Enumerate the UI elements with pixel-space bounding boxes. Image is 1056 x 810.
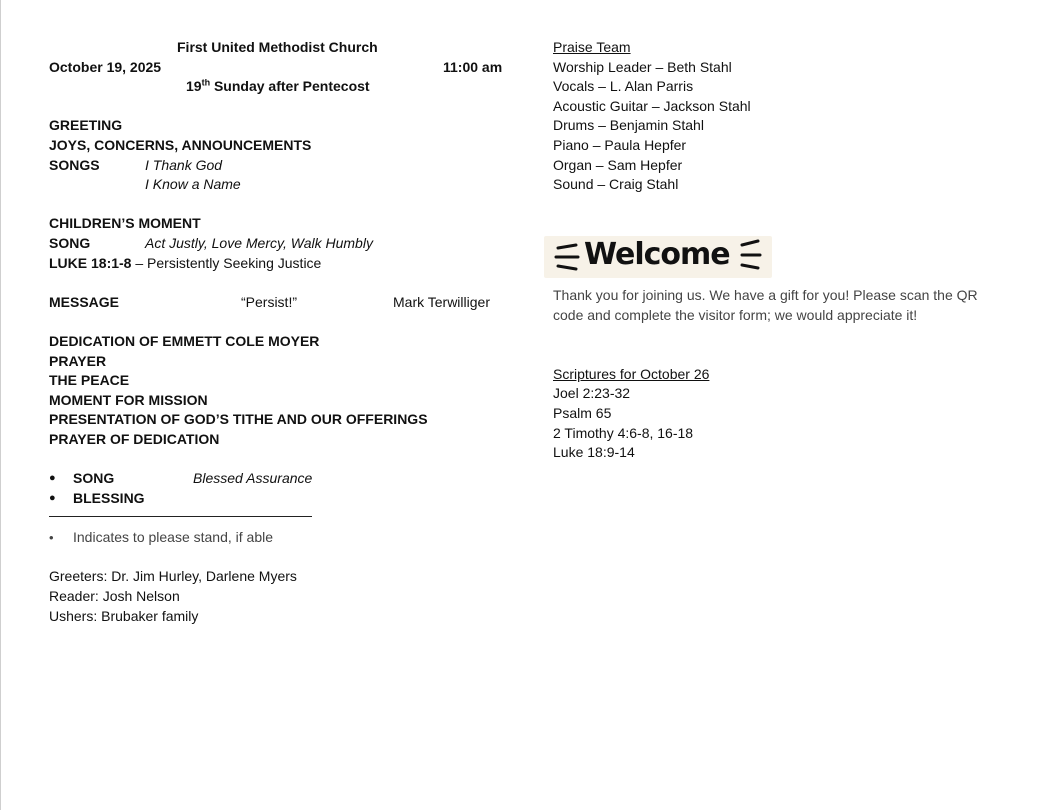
childrens-moment-item: CHILDREN’S MOMENT	[49, 215, 201, 232]
praise-team-member: Sound – Craig Stahl	[553, 176, 679, 193]
stand-bullet-icon: ●	[49, 491, 56, 504]
praise-team-member: Vocals – L. Alan Parris	[553, 78, 694, 95]
closing-song-title: Blessed Assurance	[193, 470, 313, 487]
welcome-logo-text: Welcome	[584, 237, 730, 273]
joys-item: JOYS, CONCERNS, ANNOUNCEMENTS	[49, 136, 312, 153]
stand-note	[49, 528, 519, 548]
songs-item-2	[49, 175, 519, 195]
scriptures-heading: Scriptures for October 26	[553, 365, 710, 382]
prayer-dedication-item: PRAYER OF DEDICATION	[49, 430, 220, 447]
ushers-line: Ushers: Brubaker family	[49, 607, 199, 624]
praise-team-member: Worship Leader – Beth Stahl	[553, 58, 732, 75]
mission-item: MOMENT FOR MISSION	[49, 391, 208, 408]
service-time: 11:00 am	[443, 58, 503, 75]
welcome-message: Thank you for joining us. We have a gift for you! Please scan the QR code and complete the visitor form; we would appreciate it!	[553, 287, 978, 323]
welcome-banner	[544, 236, 772, 278]
stand-bullet-icon: ●	[49, 472, 56, 485]
sunday-rest: Sunday after Pentecost	[210, 78, 370, 95]
greeters-line: Greeters: Dr. Jim Hurley, Darlene Myers	[49, 568, 297, 585]
prayer-item: PRAYER	[49, 352, 107, 369]
luke-subtitle: – Persistently Seeking Justice	[131, 254, 322, 271]
praise-team-member: Organ – Sam Hepfer	[553, 156, 683, 173]
order-of-worship	[49, 38, 519, 626]
sunday-suffix: th	[201, 77, 211, 88]
message-title: “Persist!”	[241, 293, 297, 310]
song-title-3: Act Justly, Love Mercy, Walk Humbly	[145, 234, 373, 251]
praise-team-heading: Praise Team	[553, 39, 631, 55]
songs-label: SONGS	[49, 156, 100, 173]
scripture-item: Joel 2:23-32	[553, 385, 631, 402]
scripture-reading-item	[49, 254, 519, 274]
praise-team-member: Piano – Paula Hepfer	[553, 136, 687, 153]
scripture-item: Luke 18:9-14	[553, 444, 635, 461]
scripture-item: 2 Timothy 4:6-8, 16-18	[553, 424, 694, 441]
sunday-number: 19	[186, 78, 202, 95]
divider-rule	[49, 508, 312, 517]
service-date: October 19, 2025	[49, 58, 162, 75]
page-edge	[0, 0, 1, 810]
praise-team-member: Acoustic Guitar – Jackson Stahl	[553, 97, 751, 114]
song-label: SONG	[49, 234, 91, 251]
message-speaker: Mark Terwilliger	[393, 293, 490, 310]
luke-reference: LUKE 18:1-8	[49, 254, 132, 271]
song-title-2: I Know a Name	[145, 176, 241, 193]
blessing-item	[49, 489, 519, 509]
header-sunday-line	[49, 77, 519, 97]
presentation-item: PRESENTATION OF GOD’S TITHE AND OUR OFFERINGS	[49, 411, 428, 428]
songs-item	[49, 156, 519, 176]
blessing-label: BLESSING	[73, 489, 145, 506]
praise-team-member: Drums – Benjamin Stahl	[553, 117, 704, 134]
song-item	[49, 234, 519, 254]
message-item	[49, 293, 519, 313]
closing-song-label: SONG	[73, 470, 115, 487]
header-date-line	[49, 58, 519, 78]
reader-line: Reader: Josh Nelson	[49, 588, 180, 605]
header-church-line	[49, 38, 519, 58]
church-name: First United Methodist Church	[177, 39, 378, 55]
peace-item: THE PEACE	[49, 372, 130, 389]
greeting-item: GREETING	[49, 117, 123, 134]
closing-song-item	[49, 469, 519, 489]
dedication-item: DEDICATION OF EMMETT COLE MOYER	[49, 332, 320, 349]
info-column	[553, 38, 1023, 463]
liturgical-day	[186, 77, 370, 97]
stand-note-text: Indicates to please stand, if able	[73, 529, 274, 546]
song-title-1: I Thank God	[145, 156, 223, 173]
note-bullet-icon: •	[49, 530, 54, 546]
message-label: MESSAGE	[49, 293, 120, 310]
scripture-item: Psalm 65	[553, 404, 612, 421]
